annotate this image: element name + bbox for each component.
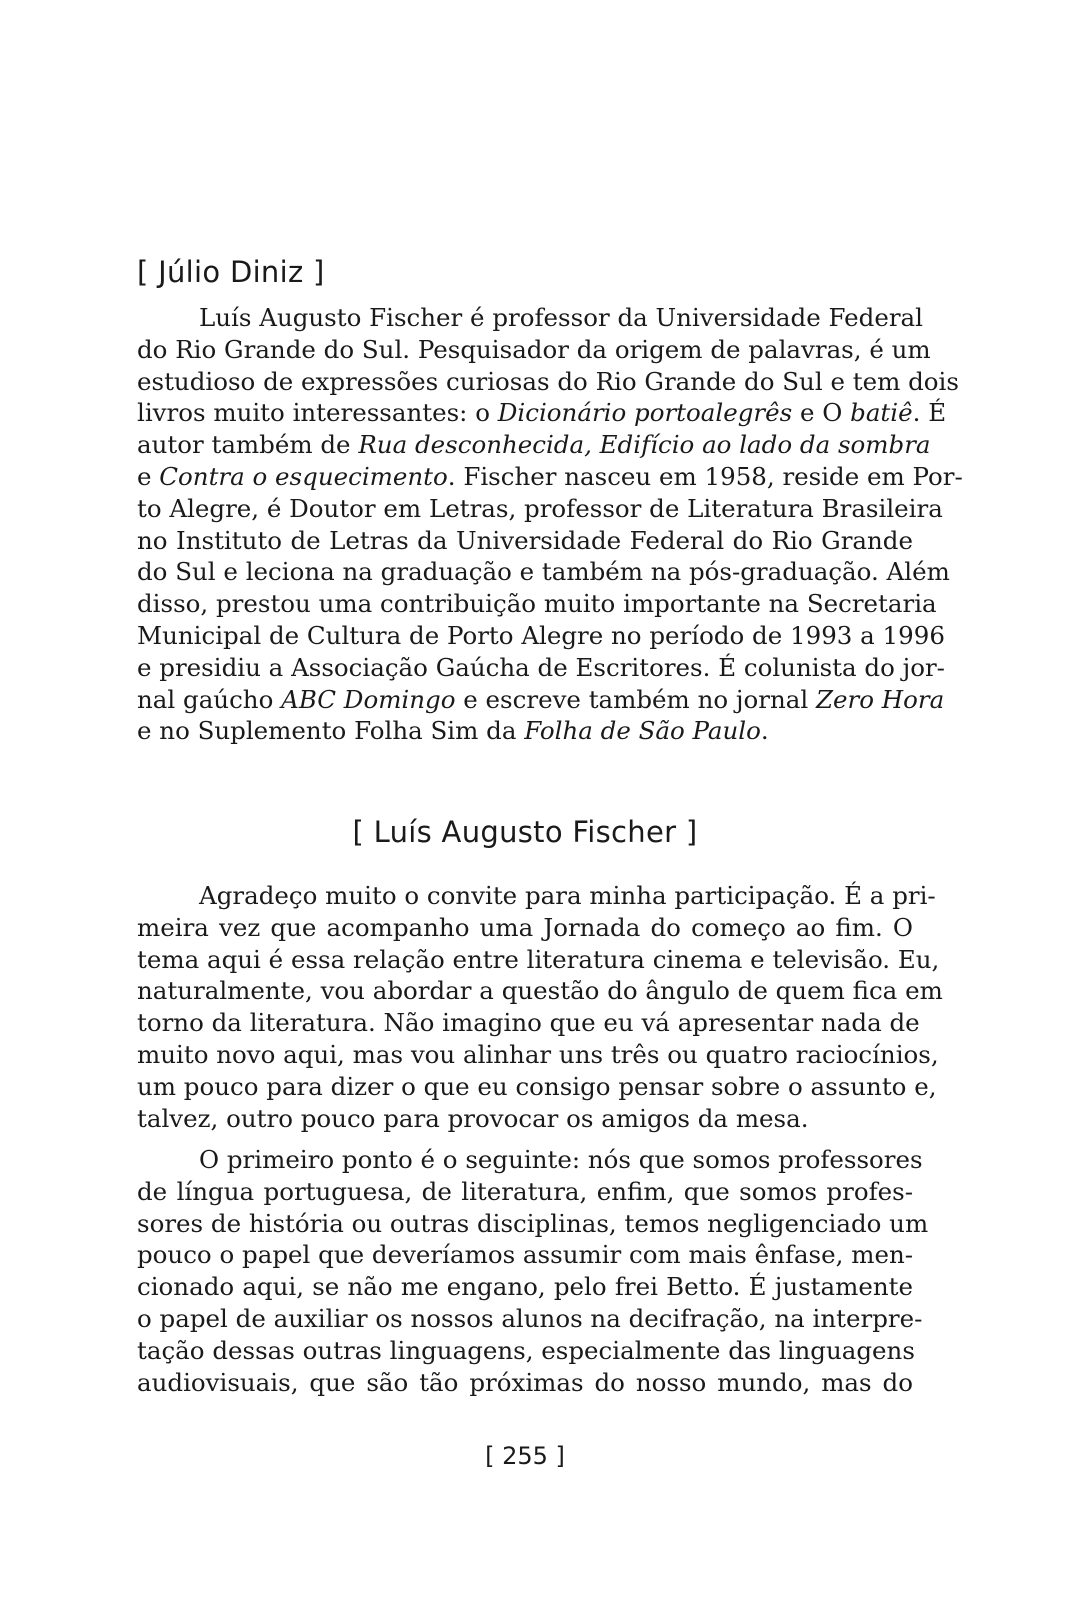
section-heading-luis-augusto-fischer: [ Luís Augusto Fischer ]: [352, 815, 698, 849]
text-line: to Alegre, é Doutor em Letras, professor de Literatura Brasileira: [137, 493, 943, 523]
italic-title: ABC Domingo: [281, 684, 456, 714]
italic-title: Rua desconhecida, Edifício ao lado da sombra: [358, 430, 931, 460]
text-line: estudioso de expressões curiosas do Rio Grande do Sul e tem dois: [137, 366, 959, 396]
book-page: [137, 0, 963, 1600]
text-line: do Rio Grande do Sul. Pesquisador da origem de palavras, é um: [137, 334, 931, 364]
text-line: torno da literatura. Não imagino que eu vá apresentar nada de: [137, 1008, 920, 1038]
text-line: livros muito interessantes: o Dicionário portoalegrês e O batiê. É: [137, 398, 947, 428]
text-line: talvez, outro pouco para provocar os amigos da mesa.: [137, 1103, 809, 1133]
text-line: muito novo aqui, mas vou alinhar uns três ou quatro raciocínios,: [137, 1039, 939, 1069]
italic-title: batiê: [850, 398, 913, 428]
text-line: de língua portuguesa, de literatura, enfim, que somos profes-: [137, 1176, 913, 1206]
text-line: Municipal de Cultura de Porto Alegre no período de 1993 a 1996: [137, 620, 945, 650]
text-line: no Instituto de Letras da Universidade Federal do Rio Grande: [137, 525, 913, 555]
italic-title: Folha de São Paulo: [524, 716, 761, 746]
italic-title: Zero Hora: [815, 684, 945, 714]
section-heading-julio-diniz: [ Júlio Diniz ]: [137, 255, 325, 289]
italic-title: Contra o esquecimento: [159, 461, 448, 491]
italic-title: Dicionário portoalegrês: [497, 398, 793, 428]
paragraph-talk-first-point: [137, 1144, 929, 1398]
text-line: audiovisuais, que são tão próximas do nosso mundo, mas do: [137, 1367, 913, 1397]
text-line: naturalmente, vou abordar a questão do ângulo de quem fica em: [137, 976, 943, 1006]
paragraph-talk-intro: [137, 880, 943, 1134]
text-line: um pouco para dizer o que eu consigo pensar sobre o assunto e,: [137, 1071, 937, 1101]
text-line: autor também de Rua desconhecida, Edifício ao lado da sombra: [137, 430, 931, 460]
text-line: nal gaúcho ABC Domingo e escreve também no jornal Zero Hora: [137, 684, 945, 714]
text-line: e no Suplemento Folha Sim da Folha de São Paulo.: [137, 716, 769, 746]
text-line: cionado aqui, se não me engano, pelo frei Betto. É justamente: [137, 1272, 913, 1302]
text-line: O primeiro ponto é o seguinte: nós que somos professores: [199, 1145, 923, 1174]
text-line: pouco o papel que deveríamos assumir com mais ênfase, men-: [137, 1240, 913, 1270]
text-line: tação dessas outras linguagens, especialmente das linguagens: [137, 1335, 915, 1365]
text-line: tema aqui é essa relação entre literatura cinema e televisão. Eu,: [137, 944, 940, 974]
text-line: Luís Augusto Fischer é professor da Universidade Federal: [199, 303, 923, 332]
text-line: Agradeço muito o convite para minha participação. É a pri-: [199, 881, 936, 910]
text-line: do Sul e leciona na graduação e também na pós-graduação. Além: [137, 557, 950, 587]
text-line: disso, prestou uma contribuição muito importante na Secretaria: [137, 589, 937, 619]
page-number: [ 255 ]: [485, 1442, 565, 1470]
text-line: meira vez que acompanho uma Jornada do começo ao fim. O: [137, 912, 913, 942]
paragraph-author-bio: [137, 302, 963, 747]
text-line: o papel de auxiliar os nossos alunos na decifração, na interpre-: [137, 1303, 923, 1333]
text-line: sores de história ou outras disciplinas, temos negligenciado um: [137, 1208, 929, 1238]
text-line: e presidiu a Associação Gaúcha de Escritores. É colunista do jor-: [137, 652, 945, 682]
text-line: e Contra o esquecimento. Fischer nasceu em 1958, reside em Por-: [137, 461, 963, 491]
